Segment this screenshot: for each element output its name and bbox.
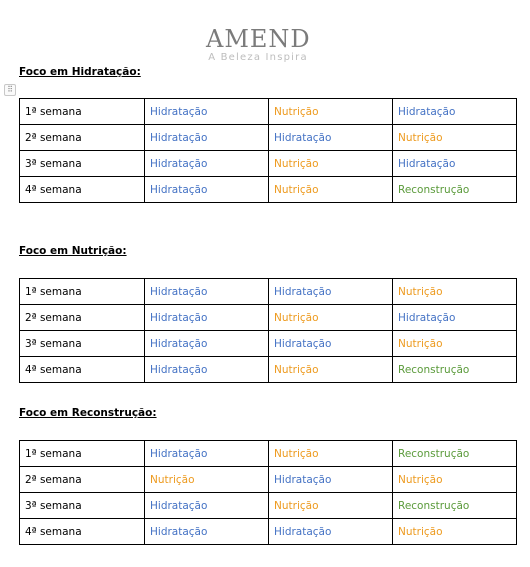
treatment-cell: Hidratação (145, 177, 269, 203)
treatment-cell: Hidratação (145, 99, 269, 125)
treatment-cell: Nutrição (269, 177, 393, 203)
treatment-cell: Hidratação (145, 357, 269, 383)
treatment-cell: Hidratação (145, 151, 269, 177)
week-cell: 4ª semana (20, 177, 145, 203)
section-title-nutricao: Foco em Nutrição: (19, 245, 127, 257)
treatment-cell: Nutrição (393, 331, 517, 357)
treatment-cell: Hidratação (269, 331, 393, 357)
brand-tagline: A Beleza Inspira (208, 52, 308, 63)
treatment-cell: Nutrição (393, 125, 517, 151)
week-cell: 4ª semana (20, 519, 145, 545)
treatment-cell: Nutrição (145, 467, 269, 493)
treatment-cell: Reconstrução (393, 177, 517, 203)
treatment-cell: Reconstrução (393, 441, 517, 467)
section-title-reconstrucao: Foco em Reconstrução: (19, 407, 157, 419)
table-row (20, 125, 517, 151)
treatment-cell: Hidratação (393, 99, 517, 125)
table-row (20, 279, 517, 305)
treatment-cell: Hidratação (269, 279, 393, 305)
brand-logo (206, 25, 310, 64)
section-title-hidratacao: Foco em Hidratação: (19, 66, 141, 78)
treatment-cell: Hidratação (145, 519, 269, 545)
treatment-cell: Nutrição (269, 99, 393, 125)
treatment-cell: Nutrição (269, 493, 393, 519)
treatment-cell: Reconstrução (393, 357, 517, 383)
treatment-cell: Hidratação (145, 305, 269, 331)
table-row (20, 151, 517, 177)
treatment-cell: Hidratação (145, 331, 269, 357)
treatment-cell: Nutrição (269, 441, 393, 467)
treatment-cell: Hidratação (269, 125, 393, 151)
week-cell: 2ª semana (20, 125, 145, 151)
week-cell: 1ª semana (20, 279, 145, 305)
treatment-cell: Nutrição (393, 519, 517, 545)
schedule-table-reconstrucao (19, 440, 517, 545)
treatment-cell: Nutrição (269, 151, 393, 177)
table-row (20, 441, 517, 467)
week-cell: 2ª semana (20, 305, 145, 331)
treatment-cell: Nutrição (393, 279, 517, 305)
week-cell: 3ª semana (20, 493, 145, 519)
table-row (20, 493, 517, 519)
move-grip-icon[interactable]: ⠿ (4, 84, 16, 96)
table-row (20, 305, 517, 331)
week-cell: 4ª semana (20, 357, 145, 383)
week-cell: 3ª semana (20, 151, 145, 177)
treatment-cell: Hidratação (393, 305, 517, 331)
treatment-cell: Hidratação (393, 151, 517, 177)
treatment-cell: Hidratação (269, 467, 393, 493)
treatment-cell: Hidratação (145, 279, 269, 305)
week-cell: 1ª semana (20, 441, 145, 467)
treatment-cell: Hidratação (145, 493, 269, 519)
treatment-cell: Hidratação (145, 441, 269, 467)
week-cell: 1ª semana (20, 99, 145, 125)
week-cell: 2ª semana (20, 467, 145, 493)
table-row (20, 331, 517, 357)
brand-name: AMEND (206, 25, 311, 53)
treatment-cell: Hidratação (269, 519, 393, 545)
table-row (20, 357, 517, 383)
treatment-cell: Nutrição (269, 357, 393, 383)
table-row (20, 467, 517, 493)
table-row (20, 177, 517, 203)
treatment-cell: Nutrição (393, 467, 517, 493)
week-cell: 3ª semana (20, 331, 145, 357)
treatment-cell: Hidratação (145, 125, 269, 151)
table-row (20, 519, 517, 545)
treatment-cell: Nutrição (269, 305, 393, 331)
table-row (20, 99, 517, 125)
schedule-table-hidratacao (19, 98, 517, 203)
treatment-cell: Reconstrução (393, 493, 517, 519)
schedule-table-nutricao (19, 278, 517, 383)
